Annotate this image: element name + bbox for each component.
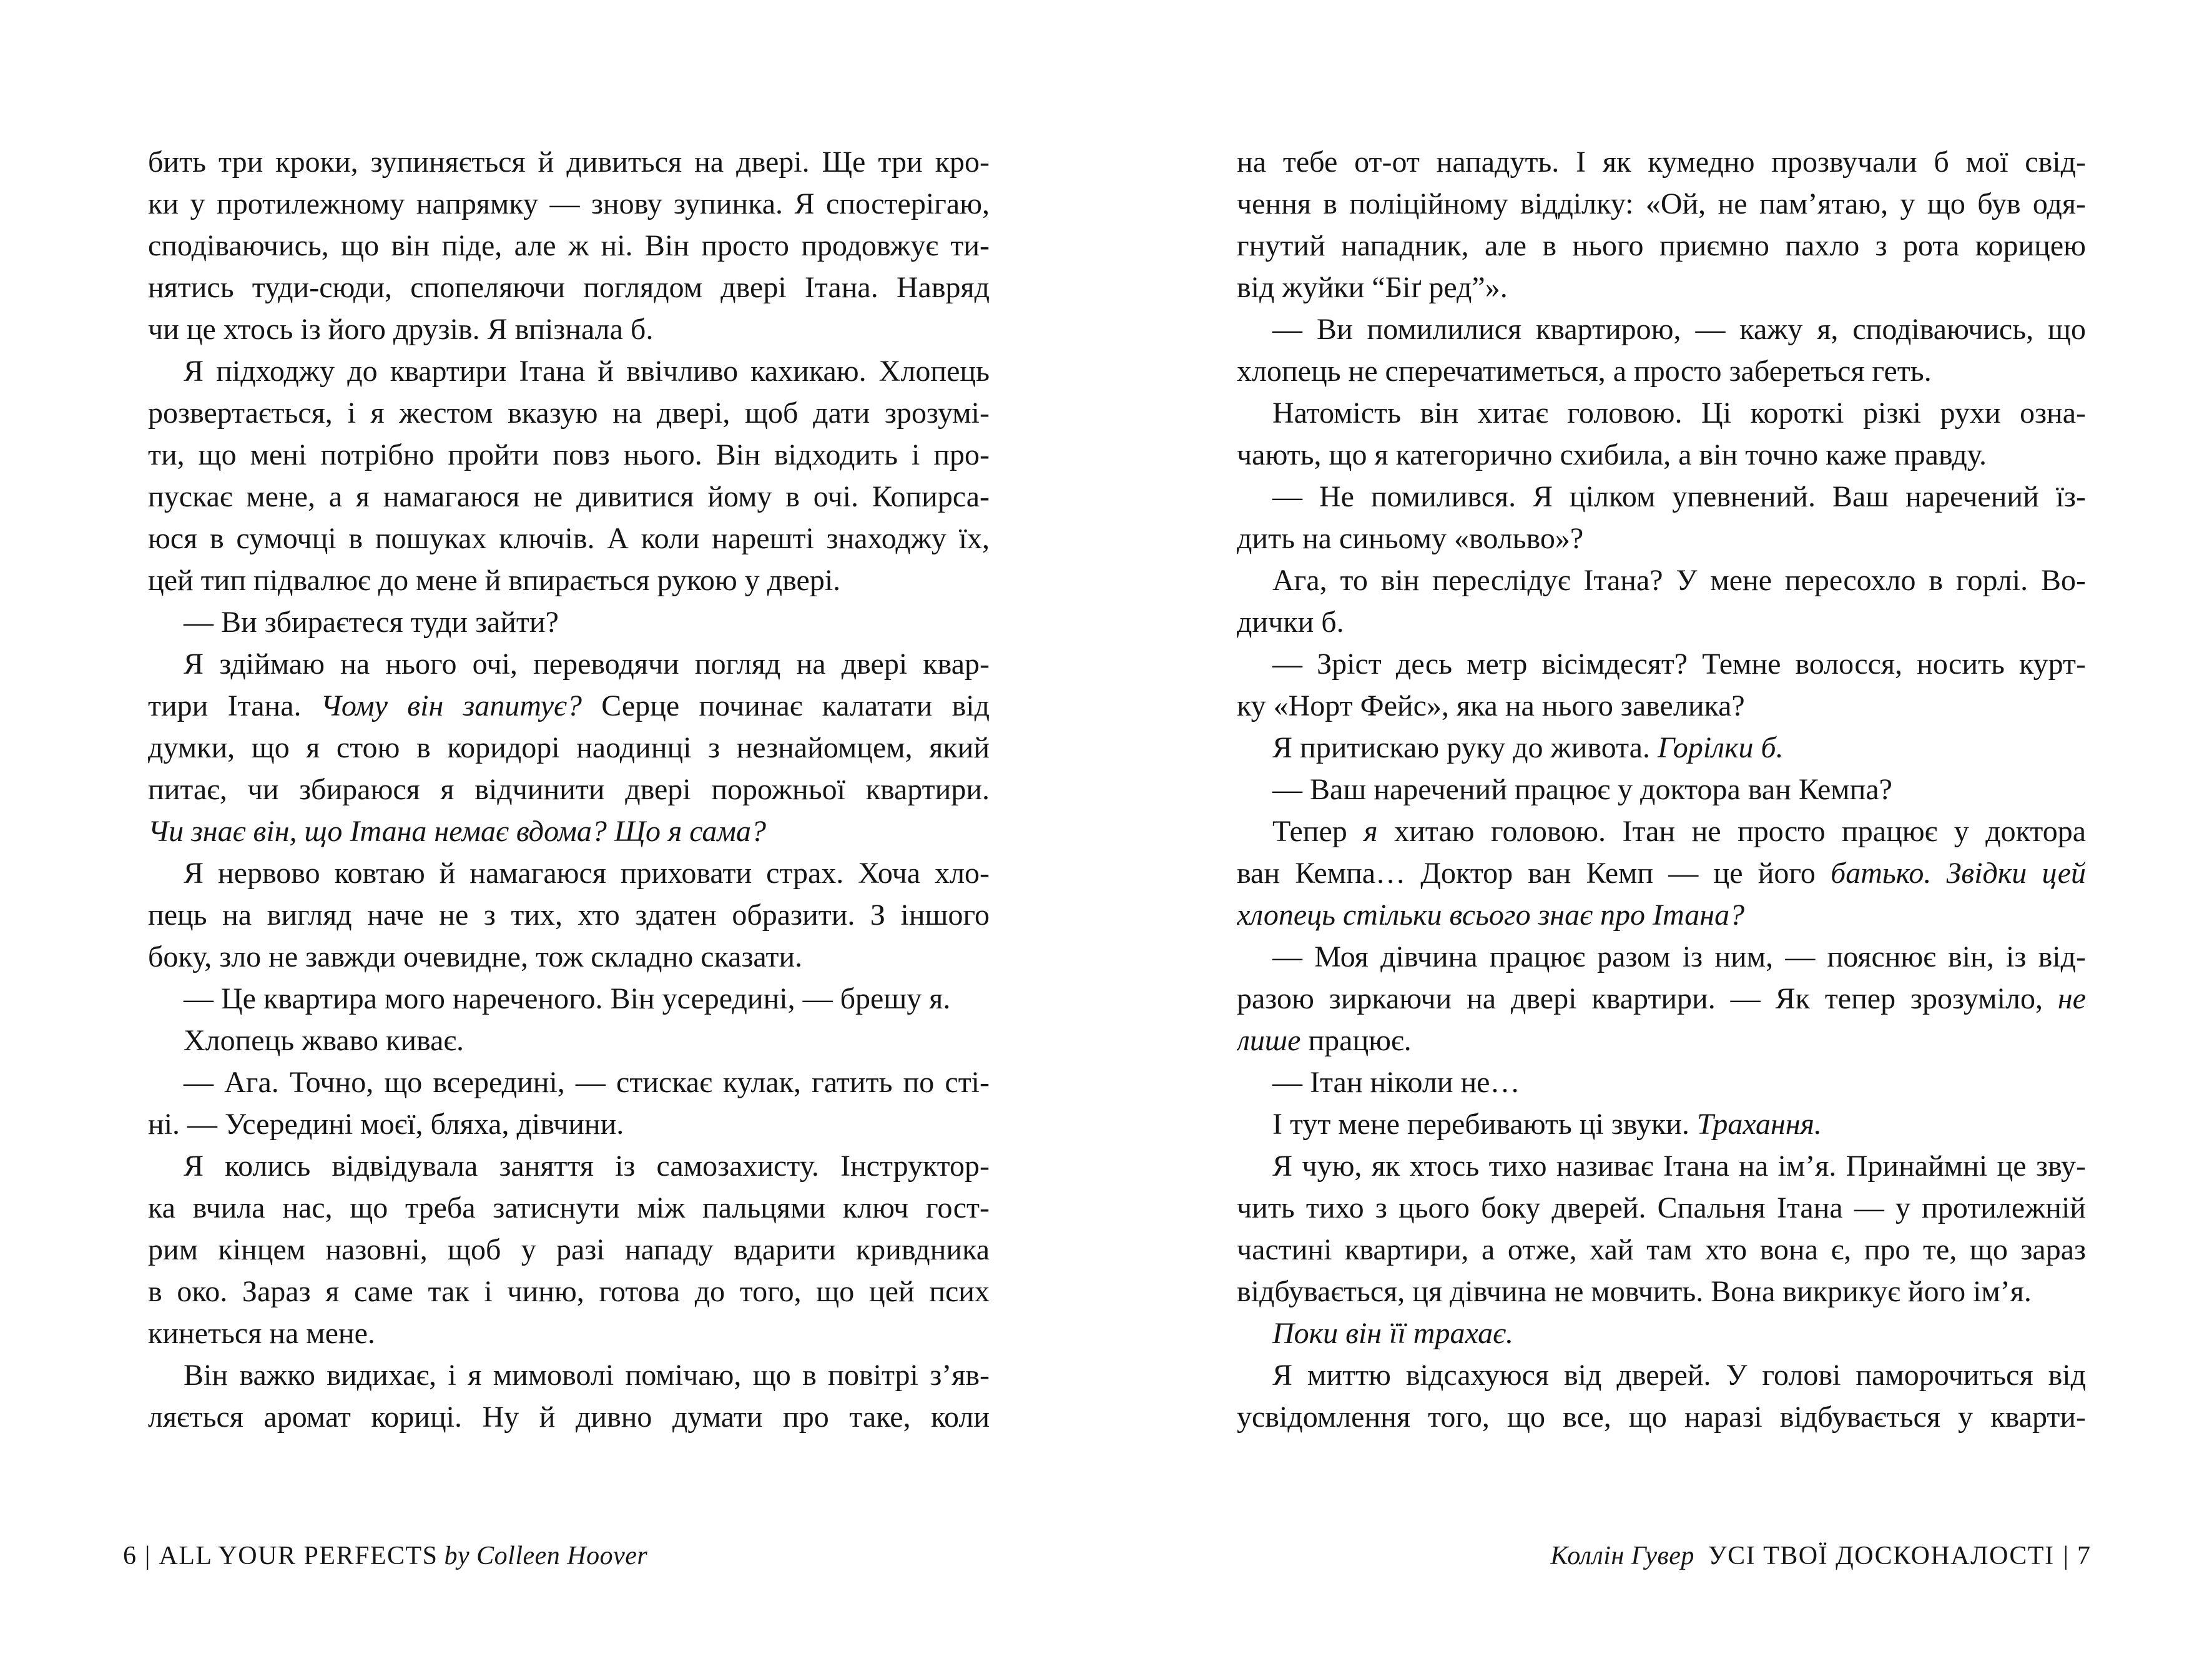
text-line: — Ітан ніколи не… — [1272, 1066, 1520, 1099]
text-line: від жуйки “Біґ ред”». — [1237, 271, 1508, 304]
text-line: — Ага. Точно, що всередині, — стискає кулак, гатить по сті- — [184, 1066, 990, 1099]
text-line: Чи знає він, що Ітана немає вдома? Що я сама? — [148, 815, 766, 848]
text-line: частині квартири, а отже, хай там хто вона є, про те, що зараз — [1237, 1233, 2086, 1266]
text-line: ки у протилежному напрямку — знову зупинка. Я спостерігаю, — [148, 187, 990, 220]
text-line: разою зиркаючи на двері квартири. — Як тепер зрозуміло, не — [1237, 982, 2086, 1015]
text-line: — Моя дівчина працює разом із ним, — пояснює він, із від- — [1272, 940, 2086, 973]
text-line: чи це хтось із його друзів. Я впізнала б. — [148, 313, 654, 346]
text-line: чають, що я категорично схибила, а він точно каже правду. — [1237, 438, 1987, 471]
left-footer — [123, 1540, 647, 1572]
text-line: ляється аромат кориці. Ну й дивно думати про таке, коли — [148, 1401, 990, 1434]
text-line: ван Кемпа… Доктор ван Кемп — це його батько. Звідки цей — [1237, 857, 2086, 890]
text-line: тири Ітана. Чому він запитує? Серце починає калатати від — [148, 689, 990, 722]
text-line: Я притискаю руку до живота. Горілки б. — [1272, 731, 1784, 764]
text-line: — Ви помилилися квартирою, — кажу я, сподіваючись, що — [1272, 313, 2086, 346]
text-line: Ага, то він переслідує Ітана? У мене пересохло в горлі. Во- — [1272, 564, 2086, 597]
text-line: чить тихо з цього боку дверей. Спальня Ітана — у протилежній — [1237, 1191, 2086, 1224]
footer-separator: | — [145, 1542, 150, 1570]
text-line: пець на вигляд наче не з тих, хто здатен образити. З іншого — [148, 898, 990, 932]
text-line: Натомість він хитає головою. Ці короткі різкі рухи озна- — [1272, 396, 2086, 430]
text-line: Хлопець жваво киває. — [184, 1024, 464, 1057]
text-line: гнутий нападник, але в нього приємно пахло з рота корицею — [1237, 229, 2086, 262]
page-right-text-column — [1237, 141, 2086, 1438]
text-line: чення в поліційному відділку: «Ой, не пам’ятаю, у що був одя- — [1237, 187, 2086, 220]
text-line: на тебе от-от нападуть. І як кумедно прозвучали б мої свід- — [1237, 145, 2086, 179]
text-line: дички б. — [1237, 606, 1344, 639]
text-line: ні. — Усередині моєї, бляха, дівчини. — [148, 1108, 624, 1141]
text-line: нятись туди-сюди, спопеляючи поглядом двері Ітана. Навряд — [148, 271, 990, 304]
text-line: Я нервово ковтаю й намагаюся приховати страх. Хоча хло- — [184, 857, 990, 890]
text-line: в око. Зараз я саме так і чиню, готова до того, що цей псих — [148, 1275, 990, 1308]
book-author-ukrainian: Коллін Гувер — [1550, 1542, 1694, 1570]
text-line: — Це квартира мого нареченого. Він усередині, — брешу я. — [184, 982, 951, 1015]
text-line: Він важко видихає, і я мимоволі помічаю, що в повітрі з’яв- — [184, 1359, 990, 1392]
footer-separator: | — [2063, 1542, 2068, 1570]
text-line: — Не помилився. Я цілком упевнений. Ваш наречений їз- — [1272, 480, 2086, 513]
text-line: усвідомлення того, що все, що наразі відбувається у кварти- — [1237, 1401, 2086, 1434]
text-line: кинеться на мене. — [148, 1317, 375, 1350]
text-line: Тепер я хитаю головою. Ітан не просто працює у доктора — [1272, 815, 2086, 848]
text-line: думки, що я стою в коридорі наодинці з незнайомцем, який — [148, 731, 990, 764]
text-line: Я колись відвідувала заняття із самозахисту. Інструктор- — [184, 1149, 990, 1183]
text-line: питає, чи збираюся я відчинити двері порожньої квартири. — [148, 773, 990, 806]
text-line: І тут мене перебивають ці звуки. Трахання. — [1272, 1108, 1822, 1141]
text-line: хлопець не сперечатиметься, а просто забереться геть. — [1237, 355, 1932, 388]
text-line: дить на синьому «вольво»? — [1237, 522, 1584, 555]
text-line: Я чую, як хтось тихо називає Ітана на ім’я. Принаймні це зву- — [1272, 1149, 2086, 1183]
text-line: рим кінцем назовні, щоб у разі нападу вдарити кривдника — [148, 1233, 990, 1266]
text-line: розвертається, і я жестом вказую на двері, щоб дати зрозумі- — [148, 396, 990, 430]
text-line: боку, зло не завжди очевидне, тож складно сказати. — [148, 940, 803, 973]
text-line: пускає мене, а я намагаюся не дивитися йому в очі. Копирса- — [148, 480, 990, 513]
right-footer — [1237, 1540, 2090, 1572]
left-page-number: 6 — [123, 1542, 136, 1570]
text-line: сподіваючись, що він піде, але ж ні. Він просто продовжує ти- — [148, 229, 990, 262]
text-line: ти, що мені потрібно пройти повз нього. Він відходить і про- — [148, 438, 990, 471]
text-line: хлопець стільки всього знає про Ітана? — [1237, 898, 1745, 932]
book-title-ukrainian: УСІ ТВОЇ ДОСКОНАЛОСТІ — [1708, 1542, 2055, 1570]
right-page-number: 7 — [2077, 1542, 2090, 1570]
text-line: — Ви збираєтеся туди зайти? — [184, 606, 559, 639]
text-line: цей тип підвалює до мене й впирається рукою у двері. — [148, 564, 841, 597]
text-line: Поки він її трахає. — [1272, 1317, 1514, 1350]
text-line: Я миттю відсахуюся від дверей. У голові паморочиться від — [1272, 1359, 2086, 1392]
text-line: ка вчила нас, що треба затиснути між пальцями ключ гост- — [148, 1191, 990, 1224]
text-line: Я підходжу до квартири Ітана й ввічливо кахикаю. Хлопець — [184, 355, 990, 388]
book-byline: by Colleen Hoover — [444, 1542, 648, 1570]
text-line: юся в сумочці в пошуках ключів. А коли нарешті знаходжу їх, — [148, 522, 990, 555]
text-line: — Зріст десь метр вісімдесят? Темне волосся, носить курт- — [1272, 647, 2086, 681]
text-line: Я здіймаю на нього очі, переводячи погляд на двері квар- — [184, 647, 990, 681]
text-line: лише працює. — [1237, 1024, 1412, 1057]
book-title-english: ALL YOUR PERFECTS — [159, 1542, 438, 1570]
text-line: — Ваш наречений працює у доктора ван Кемпа? — [1272, 773, 1892, 806]
text-line: ку «Норт Фейс», яка на нього завелика? — [1237, 689, 1745, 722]
text-line: бить три кроки, зупиняється й дивиться на двері. Ще три кро- — [148, 145, 990, 179]
text-line: відбувається, ця дівчина не мовчить. Вона викрикує його ім’я. — [1237, 1275, 2032, 1308]
page-left-text-column — [148, 141, 990, 1438]
